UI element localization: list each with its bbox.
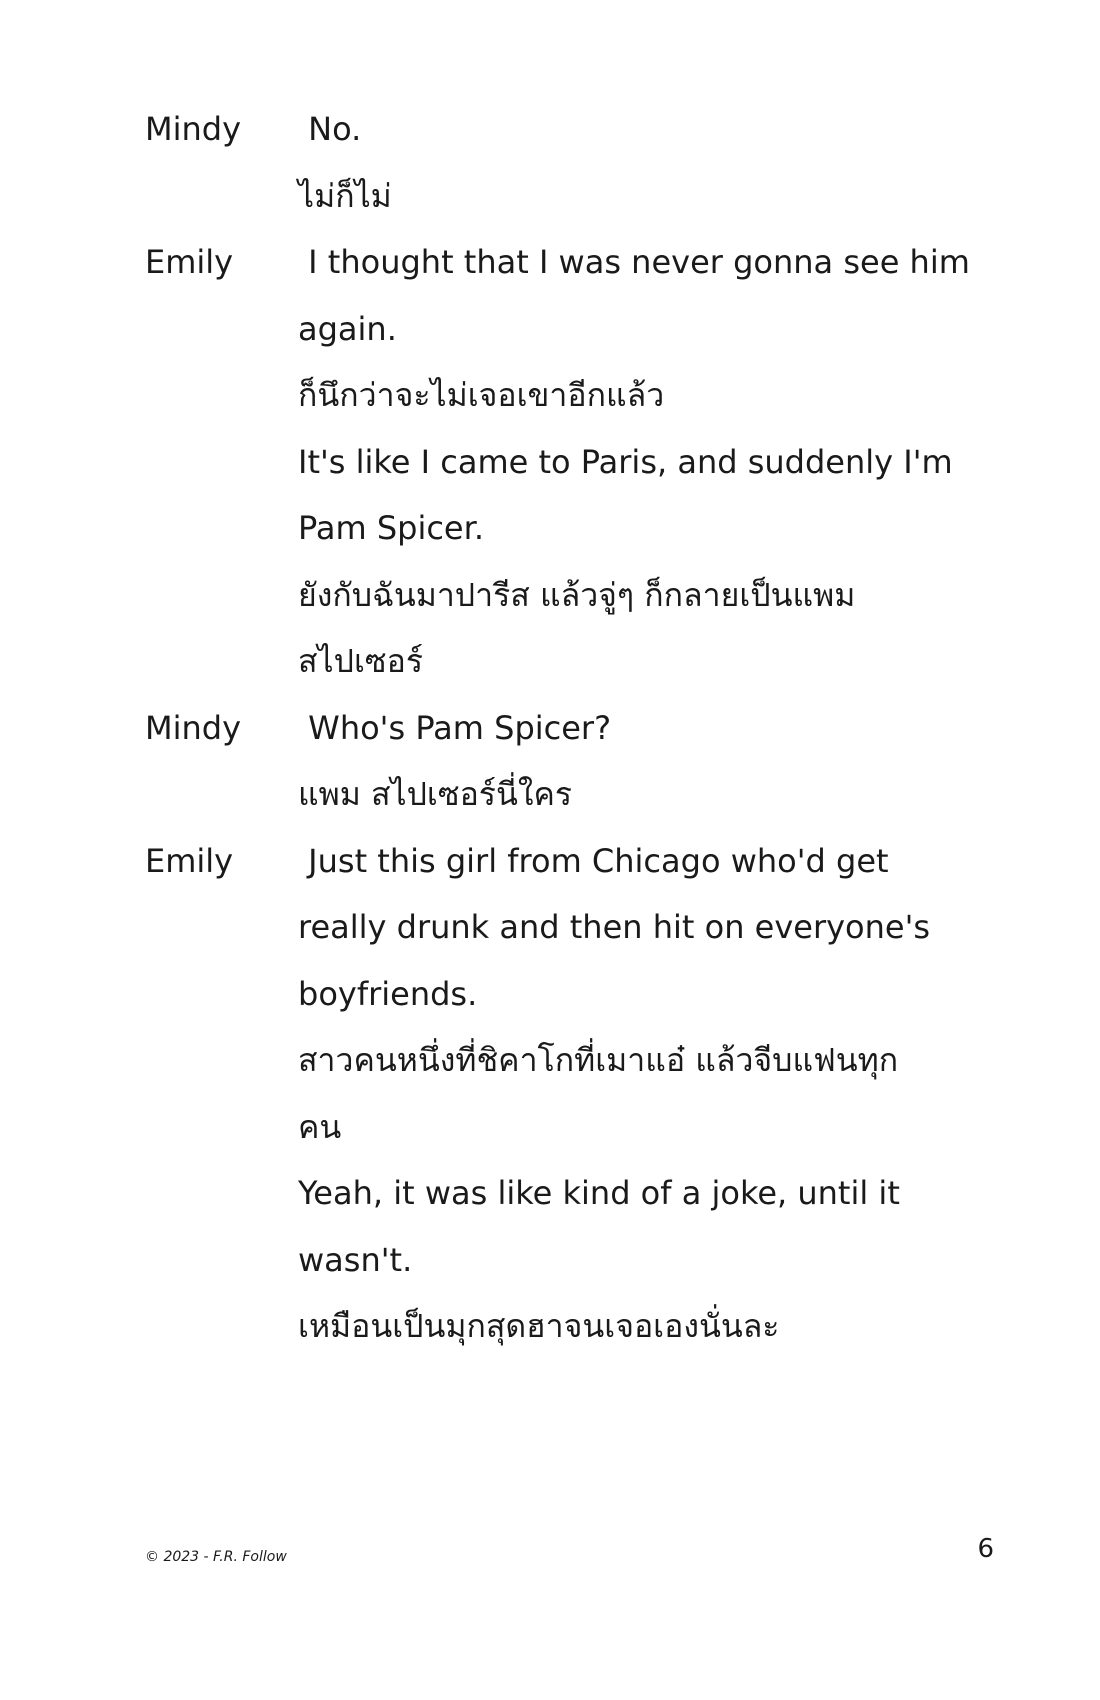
- page-number: 6: [977, 1534, 994, 1564]
- dialogue-line: again.: [298, 309, 397, 348]
- dialogue-line: boyfriends.: [298, 974, 478, 1013]
- dialogue-line: I thought that I was never gonna see him: [298, 243, 970, 281]
- dialogue-line: really drunk and then hit on everyone's: [298, 908, 931, 946]
- dialogue-line: ยังกับฉันมาปารีส แล้วจู่ๆ ก็กลายเป็นแพม: [298, 575, 856, 614]
- dialogue-line: ก็นึกว่าจะไม่เจอเขาอีกแล้ว: [298, 376, 665, 414]
- dialogue-line: Yeah, it was like kind of a joke, until it: [298, 1174, 900, 1212]
- speaker-name: Emily: [145, 243, 234, 281]
- dialogue-line: สไปเซอร์: [298, 642, 423, 680]
- copyright-notice: © 2023 - F.R. Follow: [145, 1549, 287, 1565]
- dialogue-script: [145, 96, 1005, 1360]
- dialogue-line: Who's Pam Spicer?: [298, 708, 612, 747]
- dialogue-lines: [298, 96, 1005, 229]
- dialogue-entry-4: [145, 828, 1005, 1360]
- dialogue-line: เหมือนเป็นมุกสุดฮาจนเจอเองนั่นละ: [298, 1307, 780, 1345]
- dialogue-entry-2: [145, 229, 1005, 695]
- dialogue-lines: [298, 828, 1005, 1360]
- speaker-name: Mindy: [145, 110, 242, 148]
- speaker-name: Emily: [145, 841, 234, 880]
- dialogue-lines: [298, 695, 1005, 828]
- dialogue-line: Pam Spicer.: [298, 509, 484, 547]
- dialogue-line: สาวคนหนึ่งที่ชิคาโกที่เมาแอ๋ แล้วจีบแฟนทุก: [298, 1041, 899, 1079]
- dialogue-lines: [298, 229, 1005, 695]
- speaker-name: Mindy: [145, 708, 242, 747]
- dialogue-line: wasn't.: [298, 1240, 413, 1279]
- dialogue-entry-1: [145, 96, 1005, 229]
- dialogue-entry-3: [145, 695, 1005, 828]
- dialogue-line: Just this girl from Chicago who'd get: [298, 841, 889, 880]
- dialogue-line: It's like I came to Paris, and suddenly I'm: [298, 442, 953, 481]
- dialogue-line: ไม่ก็ไม่: [298, 176, 392, 215]
- dialogue-line: No.: [298, 110, 362, 148]
- dialogue-line: คน: [298, 1107, 342, 1146]
- dialogue-line: แพม สไปเซอร์นี่ใคร: [298, 775, 573, 813]
